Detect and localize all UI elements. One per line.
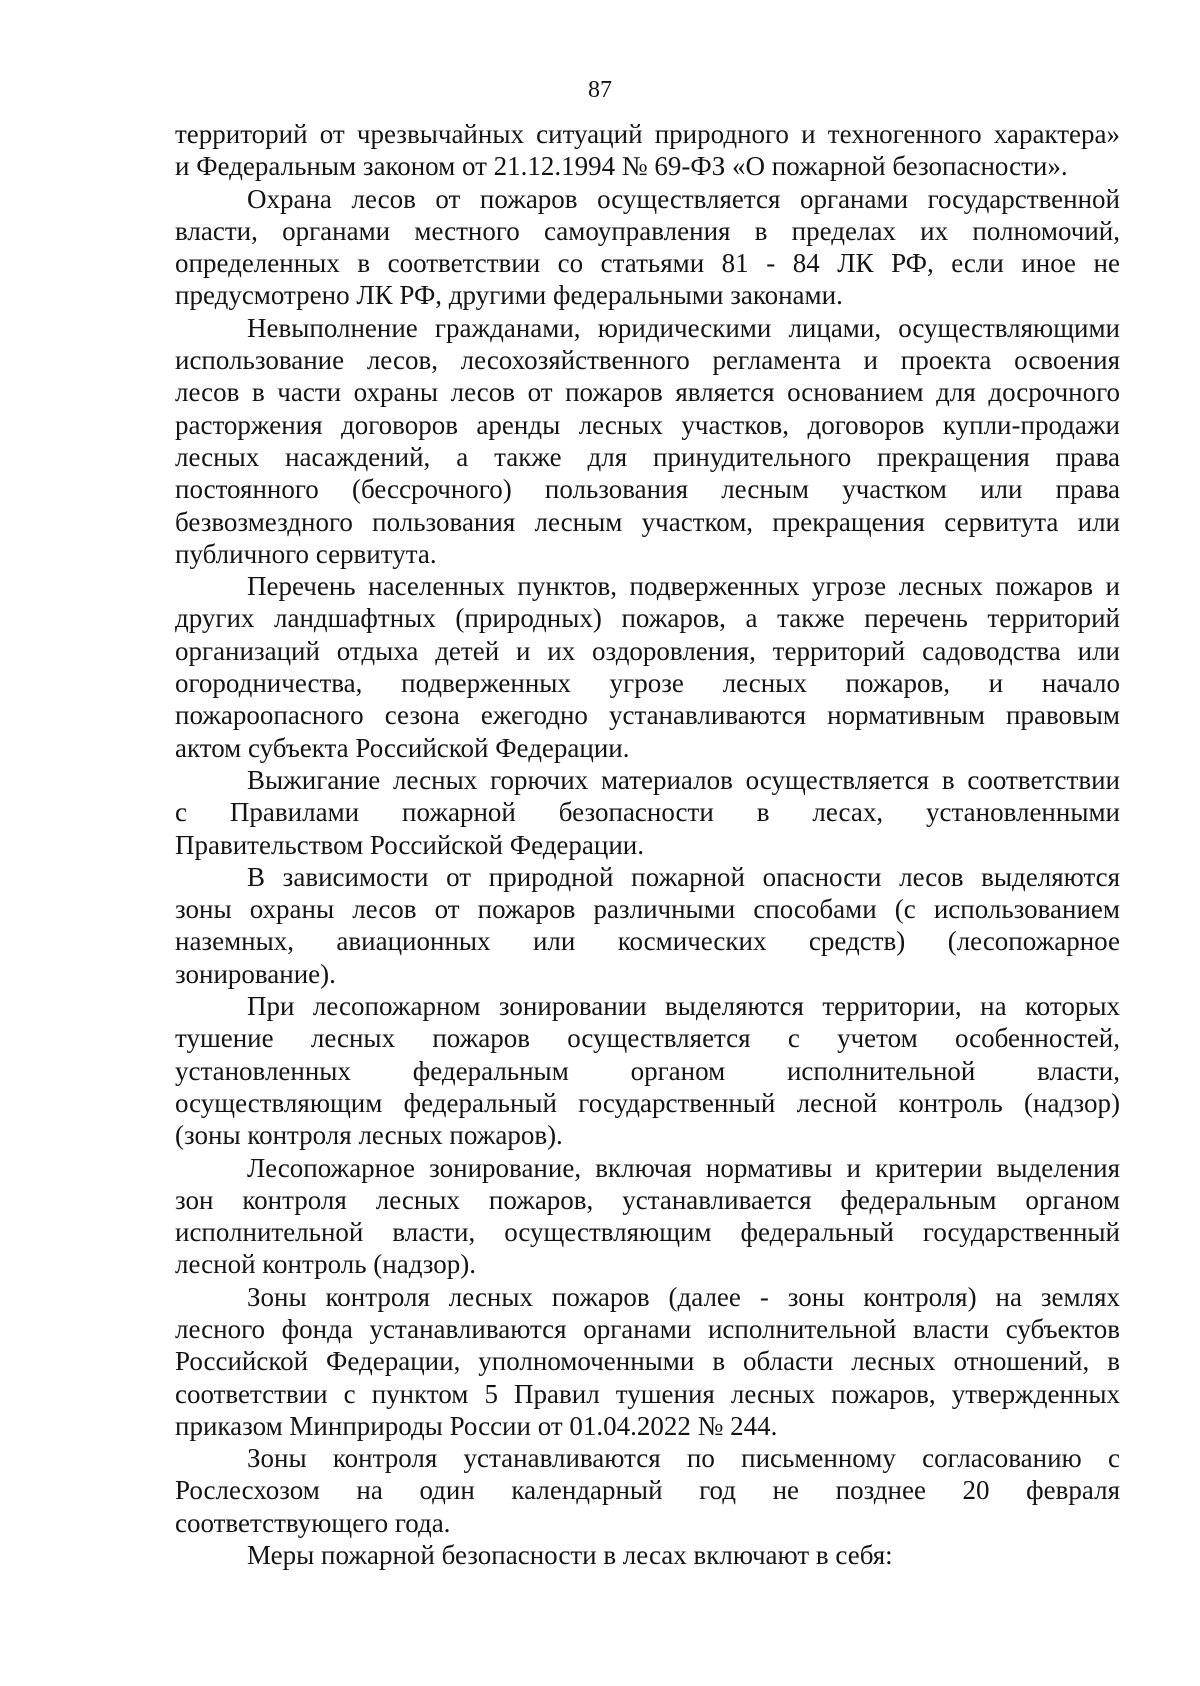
text-line: пожароопасного сезона ежегодно устанавливаются нормативным правовым: [175, 700, 1120, 731]
text-line: (зоны контроля лесных пожаров).: [175, 1120, 563, 1151]
text-line: с Правилами пожарной безопасности в лесах, установленными: [175, 797, 1120, 828]
text-line: осуществляющим федеральный государственный лесной контроль (надзор): [175, 1087, 1120, 1118]
text-line: других ландшафтных (природных) пожаров, а также перечень территорий: [175, 603, 1120, 634]
text-line: тушение лесных пожаров осуществляется с учетом особенностей,: [175, 1023, 1120, 1054]
text-line: Охрана лесов от пожаров осуществляется органами государственной: [247, 183, 1120, 214]
paragraph: [175, 990, 1120, 1151]
text-line: Российской Федерации, уполномоченными в области лесных отношений, в: [175, 1346, 1120, 1377]
text-line: зонирование).: [175, 958, 336, 989]
text-line: лесов в части охраны лесов от пожаров является основанием для досрочного: [175, 377, 1120, 408]
text-line: Меры пожарной безопасности в лесах включают в себя:: [247, 1540, 893, 1571]
text-line: зон контроля лесных пожаров, устанавливается федеральным органом: [175, 1184, 1120, 1215]
text-line: Лесопожарное зонирование, включая нормативы и критерии выделения: [247, 1152, 1120, 1183]
paragraph: [175, 861, 1120, 990]
text-line: Выжигание лесных горючих материалов осуществляется в соответствии: [247, 764, 1120, 795]
document-body: [175, 118, 1120, 1571]
text-line: При лесопожарном зонировании выделяются территории, на которых: [247, 991, 1120, 1022]
text-line: огородничества, подверженных угрозе лесных пожаров, и начало: [175, 668, 1120, 699]
text-line: соответствующего года.: [175, 1507, 451, 1538]
text-line: наземных, авиационных или космических средств) (лесопожарное: [175, 926, 1120, 957]
text-line: постоянного (бессрочного) пользования лесным участком или права: [175, 474, 1120, 505]
text-line: исполнительной власти, осуществляющим федеральный государственный: [175, 1217, 1120, 1248]
text-line: лесных насаждений, а также для принудительного прекращения права: [175, 441, 1120, 472]
text-line: публичного сервитута.: [175, 538, 437, 569]
text-line: территорий от чрезвычайных ситуаций природного и техногенного характера»: [175, 119, 1120, 149]
paragraph: [175, 1539, 1120, 1571]
text-line: расторжения договоров аренды лесных участков, договоров купли-продажи: [175, 409, 1120, 440]
text-line: организаций отдыха детей и их оздоровления, территорий садоводства или: [175, 635, 1120, 666]
paragraph: [175, 1152, 1120, 1281]
text-line: определенных в соответствии со статьями 81 - 84 ЛК РФ, если иное не: [175, 248, 1120, 279]
paragraph: [175, 1442, 1120, 1539]
text-line: безвозмездного пользования лесным участком, прекращения сервитута или: [175, 506, 1120, 537]
text-line: В зависимости от природной пожарной опасности лесов выделяются: [247, 861, 1120, 892]
text-line: предусмотрено ЛК РФ, другими федеральными законами.: [175, 280, 843, 311]
paragraph: [175, 312, 1120, 570]
text-line: Зоны контроля лесных пожаров (далее - зоны контроля) на землях: [247, 1281, 1120, 1312]
text-line: Зоны контроля устанавливаются по письменному согласованию с: [247, 1443, 1120, 1474]
text-line: соответствии с пунктом 5 Правил тушения лесных пожаров, утвержденных: [175, 1378, 1120, 1409]
text-line: актом субъекта Российской Федерации.: [175, 732, 630, 763]
text-line: зоны охраны лесов от пожаров различными способами (с использованием: [175, 894, 1120, 925]
text-line: Перечень населенных пунктов, подверженных угрозе лесных пожаров и: [247, 571, 1120, 602]
text-line: Рослесхозом на один календарный год не позднее 20 февраля: [175, 1475, 1120, 1506]
text-line: лесного фонда устанавливаются органами исполнительной власти субъектов: [175, 1313, 1120, 1344]
text-line: Правительством Российской Федерации.: [175, 829, 644, 860]
text-line: приказом Минприроды России от 01.04.2022 № 244.: [175, 1410, 778, 1441]
text-line: и Федеральным законом от 21.12.1994 № 69-ФЗ «О пожарной безопасности».: [175, 151, 1068, 182]
paragraph: [175, 183, 1120, 312]
page-number: 87: [588, 77, 612, 103]
text-line: Невыполнение гражданами, юридическими лицами, осуществляющими: [247, 312, 1120, 343]
paragraph: [175, 570, 1120, 764]
paragraph: [175, 118, 1120, 183]
text-line: лесной контроль (надзор).: [175, 1249, 477, 1280]
text-line: установленных федеральным органом исполнительной власти,: [175, 1055, 1120, 1086]
paragraph: [175, 1281, 1120, 1442]
text-line: использование лесов, лесохозяйственного регламента и проекта освоения: [175, 345, 1120, 376]
paragraph: [175, 764, 1120, 861]
text-line: власти, органами местного самоуправления в пределах их полномочий,: [175, 215, 1120, 246]
